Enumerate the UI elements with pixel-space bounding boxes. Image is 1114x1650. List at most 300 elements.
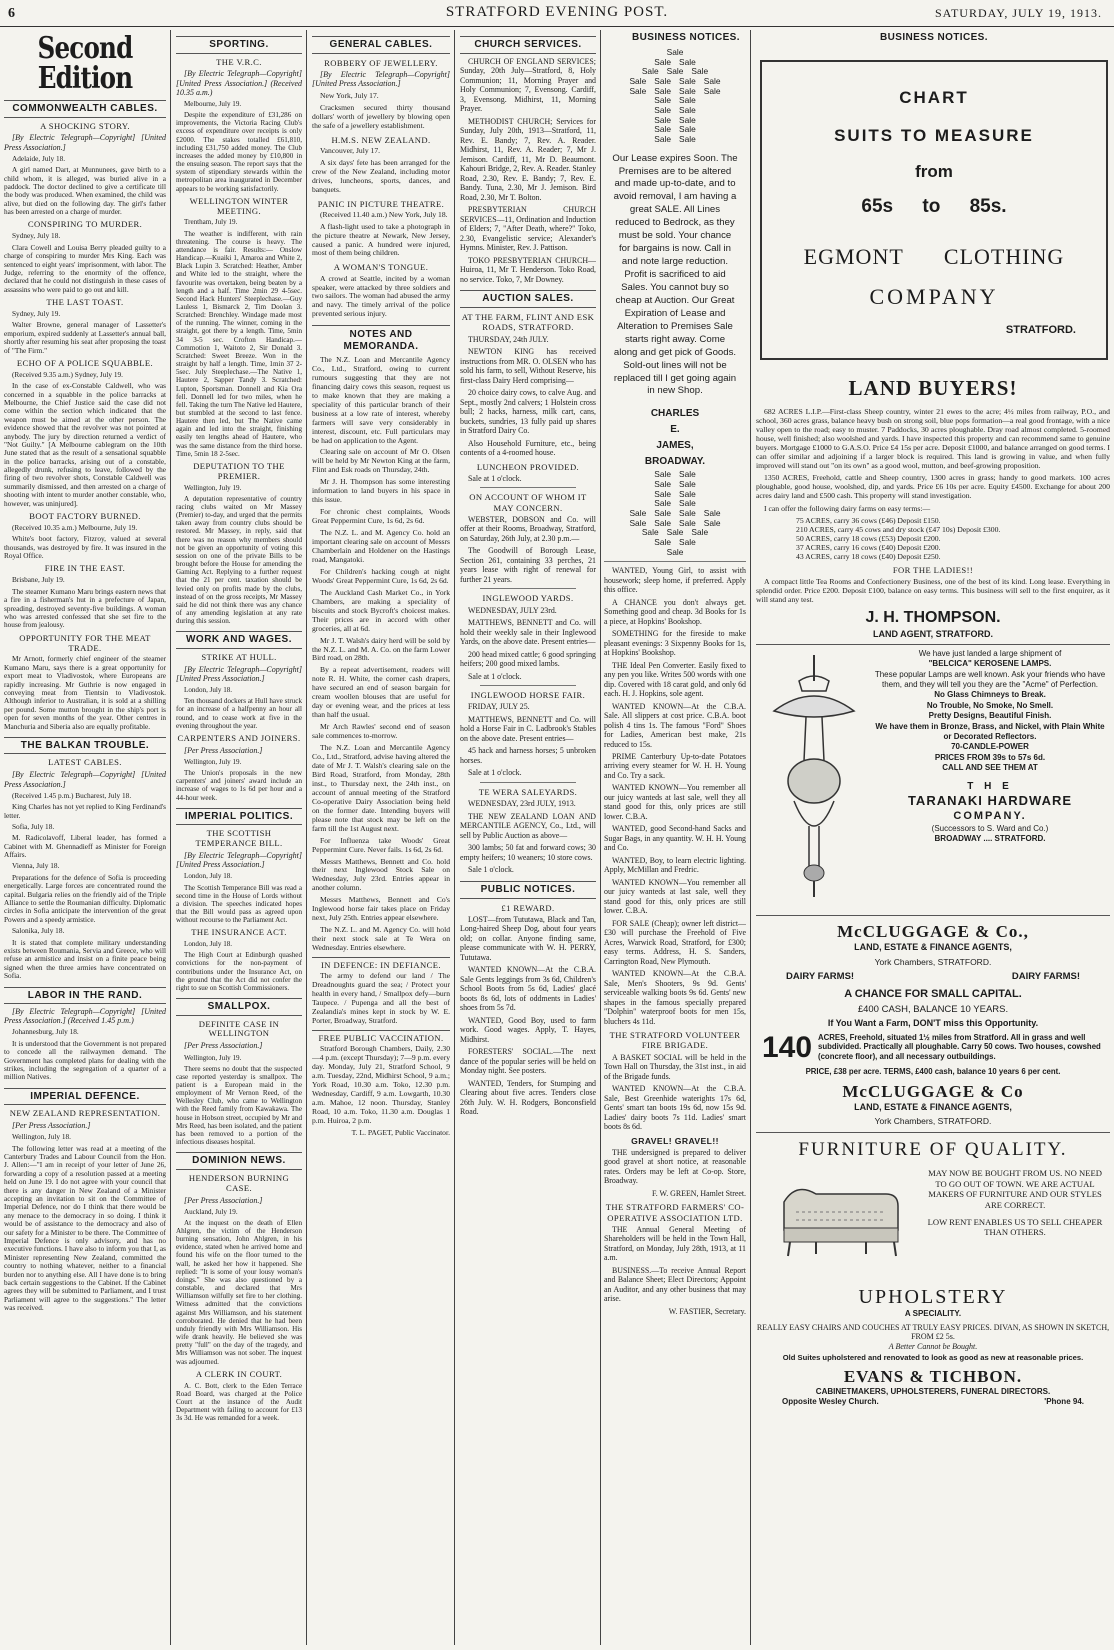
auction-text: The Goodwill of Borough Lease, Section 261, containing 33 perches, 21 years lease with right of renewal for further 21 years.: [460, 546, 596, 584]
chairs-text: REALLY EASY CHAIRS AND COUCHES AT TRULY EASY PRICES. DIVAN, AS SHOWN IN SKETCH, FROM £2 5s.: [756, 1322, 1110, 1342]
advertiser-name: CHARLES: [650, 408, 700, 420]
story-text: King Charles has not yet replied to King Ferdinand's letter.: [4, 802, 166, 820]
farm-item: 50 ACRES, carry 18 cows (£53) Deposit £200.: [796, 533, 941, 543]
dateline: Johannesburg, July 18.: [12, 1027, 79, 1037]
classified-text: WANTED KNOWN—At the C.B.A. Sale, Best Greenhide waterights 17s 6d, Gents' smart tan boots 19s 6d, now 15s 9d. Ladies' dairy boots 7s 11d. Ladies' smart boots 8s 6d.: [604, 1084, 746, 1132]
sale-row: [604, 528, 746, 538]
sale-word: Sale: [679, 469, 696, 480]
section-heading: SMALLPOX.: [176, 998, 302, 1016]
lamp-feature: We have them in Bronze, Brass, and Nickel, with Plain White or Decorated Reflectors.: [875, 721, 1105, 741]
farm-item: 43 ACRES, carry 18 cows (£40) Deposit £250.: [796, 551, 941, 561]
story-heading: THE INSURANCE ACT.: [191, 927, 287, 938]
column-sporting: [176, 30, 302, 1645]
auction-heading: INGLEWOOD YARDS.: [482, 593, 574, 604]
wire-credit: [By Electric Telegraph—Copyright] [United Press Association.]: [4, 133, 166, 152]
dateline: Wellington, July 19.: [184, 483, 242, 492]
note-text: Messrs Matthews, Bennett and Co's Inglewood horse fair takes place on Friday next, July 25th. Entries appear elsewhere.: [312, 895, 450, 923]
sale-word: Sale: [666, 48, 684, 57]
sale-word: Sale: [654, 488, 671, 499]
section-heading: LABOR IN THE RAND.: [4, 987, 166, 1005]
story-heading: DEPUTATION TO THE PREMIER.: [193, 460, 285, 481]
ad-headline: SUITS TO MEASURE: [834, 126, 1034, 145]
sale-word: Sale: [691, 66, 709, 77]
classified-text: A CHANCE you don't always get. Something good and cheap. 3d Books for 1s a piece, at Hopkins' Bookshop.: [604, 597, 746, 626]
dateline: (Received 10.35 a.m.) Melbourne, July 19.: [12, 522, 138, 532]
dairy-farms-banner: [756, 971, 1110, 982]
lamp-ad: [756, 645, 1110, 916]
column-rule: [600, 30, 601, 1645]
wire-credit: [By Electric Telegraph—Copyright] [United Press Association.]: [312, 69, 450, 89]
mccluggage-title: LAND, ESTATE & FINANCE AGENTS,: [854, 941, 1012, 952]
lamp-feature: No Trouble, No Smoke, No Smell.: [926, 700, 1054, 710]
notice-text: METHODIST CHURCH; Services for Sunday, July 20th, 1913—Stratford, 11, Rev. E. Bandy; 7, Rev. A. Reader. Midhirst, 11, Rev. A. Reader; 7, Mr J. Jemison. Cardiff, 11, Mr D. Beaumont. Kahouri Bridge, 2, Rev. A. Reader. Stanley Road, 2.30, Rev. E. Bandy; 7, Rev. E. Bandy. Tuna, 2.30, Mr J. Jemison. Bird Road, 2.30, Mr T. Bolton.: [460, 116, 596, 202]
sale-row: [604, 87, 746, 97]
story-heading: HENDERSON BURNING CASE.: [188, 1172, 290, 1193]
dateline: Wellington, July 19.: [184, 757, 242, 766]
farm-item: 210 ACRES, carry 45 cows and dry stock (£47 10s) Deposit £300.: [796, 524, 1001, 534]
story-heading: CONSPIRING TO MURDER.: [27, 219, 143, 230]
sale-word: Sale: [703, 508, 721, 518]
signature: F. W. GREEN, Hamlet Street.: [651, 1188, 746, 1198]
thompson-name: J. H. THOMPSON.: [865, 609, 1001, 627]
story-text: Walter Browne, general manager of Lassetter's emporium, expired suddenly at Lassetter's annual ball, shortly after resuming his seat after proposing the toast of "The Firm.": [4, 320, 166, 355]
ad-headline: CHART: [899, 88, 969, 107]
upholstery-heading: UPHOLSTERY: [858, 1285, 1008, 1308]
evans-tichbon-phone: 'Phone 94.: [1044, 1396, 1084, 1406]
sale-word: Sale: [629, 517, 647, 528]
auction-date: THURSDAY, 24th JULY.: [468, 334, 549, 344]
furniture-claim: MAY NOW BE BOUGHT FROM US. NO NEED TO GO OUT OF TOWN. WE ARE ACTUAL MAKERS OF FURNITURE AND OUR STYLES ARE CORRECT.: [928, 1167, 1102, 1210]
classified-text: WANTED, Young Girl, to assist with housework; sleep home, if preferred. Apply this office.: [604, 566, 746, 595]
dateline: Salonika, July 18.: [12, 926, 65, 936]
notice-heading: THE STRATFORD FARMERS' CO-OPERATIVE ASSOCIATION LTD.: [605, 1202, 745, 1223]
wire-credit: [By Electric Telegraph—Copyright] [United Press Association.] (Received 1.45 p.m.): [4, 1007, 166, 1026]
auction-date: WEDNESDAY, JULY 23rd.: [468, 605, 557, 615]
newspaper-title: STRATFORD EVENING POST.: [445, 4, 669, 20]
dateline: London, July 18.: [184, 872, 233, 881]
story-heading: THE V.R.C.: [216, 56, 262, 67]
classified-text: THE Ideal Pen Converter. Easily fixed to any pen you like. Writes 500 words with one dip. Covered with 18 carat gold, and only 6d each. H. J. Hopkins, sole agent.: [604, 660, 746, 699]
dairy-farms-left: DAIRY FARMS!: [786, 970, 855, 982]
furniture-ad: [756, 1168, 1110, 1286]
lamp-intro: We have just landed a large shipment of: [918, 648, 1062, 658]
dateline: Melbourne, July 19.: [184, 99, 242, 108]
story-heading: BOOT FACTORY BURNED.: [29, 511, 141, 522]
divider: [480, 588, 576, 589]
sale-row: [604, 67, 746, 77]
sale-word: Sale: [666, 546, 684, 557]
farm-item: 37 ACRES, carry 16 cows (£40) Deposit £200.: [796, 542, 941, 552]
section-heading: CHURCH SERVICES.: [460, 36, 596, 54]
sale-row: [604, 470, 746, 480]
mccluggage-address: York Chambers, STRATFORD.: [874, 956, 992, 967]
lamp-name: "BELCICA" KEROSENE LAMPS.: [928, 659, 1052, 669]
sale-word: Sale: [679, 479, 696, 490]
company-word: COMPANY: [869, 284, 999, 309]
sale-word: Sale: [691, 527, 709, 538]
dateline: London, July 18.: [184, 940, 233, 949]
wire-credit: [Per Press Association.]: [12, 1121, 91, 1131]
advertiser-address: BROADWAY.: [644, 456, 706, 468]
mccluggage-address: York Chambers, STRATFORD.: [756, 1116, 1110, 1133]
mccluggage-title: LAND, ESTATE & FINANCE AGENTS,: [854, 1101, 1012, 1112]
sale-row: [604, 490, 746, 500]
sale-word: Sale: [679, 75, 696, 86]
sale-word: Sale: [679, 56, 696, 67]
sale-row: [604, 509, 746, 519]
sale-word: Sale: [703, 517, 721, 528]
sale-time: Sale at 1 o'clock.: [468, 768, 522, 778]
sale-word: Sale: [703, 75, 721, 86]
auction-text: MATTHEWS, BENNETT and Co. will hold a Horse Fair in C. Ladbrook's Stables on the above date. Present entries—: [460, 714, 596, 743]
story-text: A crowd at Seattle, incited by a woman speaker, were attacked by three soldiers and two sailors. The woman had abused the army and navy. The timely arrival of the police prevented serious injury.: [312, 273, 450, 319]
story-heading: H.M.S. NEW ZEALAND.: [331, 134, 431, 145]
lamp-feature: Pretty Designs, Beautiful Finish.: [928, 711, 1052, 721]
note-text: For Influenza take Woods' Great Peppermint Cure. Never fails. 1s 6d, 2s 6d.: [312, 835, 450, 854]
furniture-rent: LOW RENT ENABLES US TO SELL CHEAPER THAN OTHERS.: [927, 1216, 1103, 1238]
auction-text: THE NEW ZEALAND LOAN AND MERCANTILE AGENCY, Co., Ltd., will sell by Public Auction as above—: [460, 811, 596, 840]
notice-text: WANTED KNOWN—At the C.B.A. Sale Gents leggings from 3s 6d, Children's School Boots from 5s 6d, Ladies' glacé boots 8s 6d, lots of oddments in Ladies' shoes from 5s 7d.: [460, 965, 596, 1013]
chance-heading: A CHANCE FOR SMALL CAPITAL.: [844, 987, 1022, 1000]
story-heading: WELLINGTON WINTER MEETING.: [189, 195, 289, 216]
taranaki-company: COMPANY.: [953, 810, 1027, 823]
story-heading: PANIC IN PICTURE THEATRE.: [317, 198, 445, 209]
notice-text: WANTED, Tenders, for Stumping and Clearing about five acres. Tenders close 26th July. W. H. Rodgers, Bonconsfield Road.: [460, 1078, 596, 1117]
notice-text: WANTED, Good Boy, used to farm work. Good wages. Apply, T. Hayes, Midhirst.: [460, 1015, 596, 1044]
masthead: [0, 0, 1114, 27]
land-listing: 682 ACRES L.I.P.—First-class Sheep country, winter 21 ewes to the acre; 4½ miles from railway, P.O., and school, 360 acres grass, balance heavy bush on strong soil, blue pops formation—a real good frontage, with a nice valley open to the road; easy to muster. 7 Paddocks, 30 acres ploughable. Dray road almost completed. 5-roomed house, well finished; also woolshed and yards. I have inspected this property and can recommend same to genuine buyers. Mortgage £1000 to G.A.S.O. Price £4 15s per acre. Deposit £1000, and balance arranged on good terms. I can offer similar and adjoining if a larger block is required. This land is growing in value, and when fully improved will stand out "on its own" as a good wool, mutton, and beef-growing proposition.: [756, 406, 1110, 471]
wire-credit: [Per Press Association.]: [184, 1041, 263, 1051]
story-text: At the inquest on the death of Ellen Ahlgren, the victim of the Henderson burning sensation, John Ahlgren, in his evidence, stated when he arrived home and found his wife on the floor turned to the wall, he asked her how it happened. She replied: "It is some of your lousy woman's doings." She was also questioned by a constable, and declared that Mrs Williamson wilfully set fire to her clothing. Witness admitted that the convictions against Mrs Williamson, and his statement corroborated. He denied that he had been unduly friendly with Mrs Williamson. His wife drank heavily. He believed she was pretty "full" on the day of the tragedy, and Mrs Williamson was not sober. The inquest was adjourned.: [176, 1218, 302, 1366]
note-text: Messrs Matthews, Bennett and Co. hold their next Inglewood Stock Sale on Wednesday, July 23rd. Entries appear in another column.: [312, 856, 450, 893]
note-text: The N.Z. L. and M. Agency Co. hold an important clearing sale on account of Messrs Chamberlain and Holdener on the Hastings road, Mangatoki.: [312, 528, 450, 564]
dairy-farms-right: DAIRY FARMS!: [1011, 970, 1080, 982]
sale-word: Sale: [654, 56, 671, 67]
dateline: Wellington, July 18.: [12, 1132, 72, 1142]
story-text: In the case of ex-Constable Caldwell, who was concerned in a squabble in the police barracks at Melbourne, the Chief Justice said the case did not come within the section which indicated that the weapon must be aimed at the other person. The evidence showed that the revolver was not pointed at anybody. The jury by direction returned a verdict of "Not Guilty." [A Melbourne cablegram on the 10th June stated that as the result of a sensational squabble in the police barracks, arising out of a constable, allegedly drunk, refusing to leave, followed by the firing of two revolver shots, Constable Caldwell was summarily dismissed, and then arrested on a charge of shooting with intent to murder another constable, who, however, was uninjured].: [4, 381, 166, 508]
column-rule: [750, 30, 751, 1645]
acre-count: 140: [761, 1030, 813, 1064]
dateline: Brisbane, July 19.: [12, 575, 65, 585]
sale-row: [604, 548, 746, 558]
section-heading: THE BALKAN TROUBLE.: [4, 737, 166, 755]
ladies-text: A compact little Tea Rooms and Confectionery Business, one of the best of its kind. Long lease. Everything in splendid order. Price £200. Deposit £100, balance on easy terms. This business will sell to the first enquirer, as it will stand any test.: [756, 577, 1110, 605]
note-text: The N.Z. Loan and Mercantile Agency Co., Ltd., Stratford, owing to current rumours suggesting that they are not financing dairy cows this season, request us to make known that they are making a speciality of this particular branch of their business at a low rate of interest, whereby farmers will save very considerably in interest, discount, etc. Full particulars may be had on application to the Agent.: [312, 354, 450, 445]
notice-text: TOKO PRESBYTERIAN CHURCH—Huiroa, 11, Mr T. Henderson. Toko Road, no service. Toko, 7, Mr Downey.: [460, 255, 596, 284]
sale-word: Sale: [679, 124, 696, 135]
auction-text: Also Household Furniture, etc., being contents of a 4-roomed house.: [460, 438, 596, 458]
story-heading: NEW ZEALAND REPRESENTATION.: [9, 1108, 161, 1119]
divider: [480, 782, 576, 783]
story-text: White's boot factory, Fitzroy, valued at several thousands, was destroyed by fire. It was insured in the Royal Office.: [4, 534, 166, 561]
taranaki-successors: (Successors to S. Ward and Co.): [931, 823, 1049, 833]
section-heading: NOTES AND MEMORANDA.: [312, 325, 450, 353]
story-text: Despite the expenditure of £31,286 on improvements, the Victoria Racing Club's excess of expenditure over receipts is only £2000. The stakes totalled £61,810, including £31,750 added money. The Club increases the added money by £10,800 in the ensuing season. The report says that the system of stipendiary stewards within the metropolitan area inaugurated in December appears to be working satisfactorily.: [176, 111, 302, 193]
dateline: Vancouver, July 17.: [320, 145, 381, 155]
story-text: The Union's proposals in the new carpenters' and joiners' award include an increase of wages to 1s 6d per hour and a 44-hour week.: [176, 769, 302, 802]
story-heading: LATEST CABLES.: [48, 757, 122, 768]
note-text: The N.Z. Loan and Mercantile Agency Co., Ltd., Stratford, advise having altered the date of Mr J. T. Walsh's clearing sale on the Bird Road, Stratford, from Monday, 28th inst., to Thursday next, the 24th inst., on account of annual meeting of the Stratford Co-operative Dairy Association being held on the former date. Intending buyers will please note that stock may be left on the farm till the 1st August next.: [312, 743, 450, 833]
wire-credit: [By Electric Telegraph—Copyright] [United Press Association.]: [176, 850, 302, 870]
classified-text: FOR SALE (Cheap); owner left district—£30 will purchase the Freehold of Five Acres, Warwick Road, Stratford, for £300; easy terms. Address, H. S. Sanders, Carrington Road, New Plymouth.: [604, 918, 746, 966]
notice-text: FORESTERS' SOCIAL.—The next dance of the popular series will be held on Monday night. See posters.: [460, 1047, 596, 1076]
dateline: (Received 1.45 p.m.) Bucharest, July 18.: [12, 790, 132, 800]
second-edition-heading: Second Edition: [37, 31, 133, 96]
column-rule: [306, 30, 307, 1645]
furniture-text: [924, 1168, 1106, 1238]
note-text: Mr Arch Rawles' second end of season sale commences to-morrow.: [312, 722, 450, 741]
story-text: Cracksmen secured thirty thousand dollars' worth of jewellery by blowing open the safe of a jewellery establishment.: [312, 102, 450, 130]
sale-word: Sale: [654, 95, 671, 106]
signature: T. L. PAGET, Public Vaccinator.: [351, 1127, 450, 1137]
advertiser-name: E.: [670, 424, 680, 436]
story-heading: ROBBERY OF JEWELLERY.: [324, 57, 438, 68]
note-text: The N.Z. L. and M. Agency Co. will hold their next stock sale at Te Wera on Wednesday. Entries elsewhere.: [312, 925, 450, 953]
notice-text: PRESBYTERIAN CHURCH SERVICES—11, Ordination and Induction of Elders; 7, "After Death, where?" Toko, 2.30, Evangelistic service; Alexander's Hymns. Minister, Rev. J. Pattison.: [460, 205, 596, 253]
advertiser-name: JAMES,: [656, 440, 694, 452]
land-listing: 1350 ACRES, Freehold, cattle and Sheep country, 1300 acres in grass; handy to good markets. 100 acres ploughable, good house, woolshed, dip, and yards. Price £6 10s per acre. Equity £4500. Exchange for about 200 acres dairy land and £500 cash. This property will stand investigation.: [756, 473, 1110, 501]
taranaki-address: BROADWAY .... STRATFORD.: [934, 834, 1046, 844]
note-text: The Auckland Cash Market Co., in York Chambers, are making a speciality of biscuits and stock Bycroft's choicest makes. Their prices are in accord with other groceries, all at 6d.: [312, 587, 450, 633]
column-general-cables: [312, 30, 450, 1645]
divider: [604, 561, 746, 562]
sale-word: Sale: [654, 114, 671, 125]
classified-text: WANTED KNOWN—You remember all our juicy wanteds at last sale, well they stand good for this, only prices are still lower. C.B.A.: [604, 877, 746, 916]
sale-time: Sale at 1 o'clock.: [468, 671, 522, 681]
price-to: to: [922, 196, 941, 217]
sale-ad-signature: [604, 406, 746, 470]
note-text: By a repeat advertisement, readers will note R. H. White, the corner cash drapers, have secured an end of season bargain for cream woollen blouses that are useful for day or evening wear, and the prices at less than half the usual.: [312, 665, 450, 720]
dateline: London, July 18.: [184, 686, 233, 695]
sale-word: Sale: [679, 498, 696, 509]
furniture-heading: FURNITURE OF QUALITY.: [798, 1139, 1068, 1161]
auction-list: 45 hack and harness horses; 5 unbroken horses.: [460, 746, 596, 765]
upholstery-speciality: A SPECIALITY.: [904, 1309, 962, 1319]
lamp-description: These popular Lamps are well known. Ask your friends who have them, and they will tell you they are the "Acme" of Perfection.: [874, 669, 1106, 690]
story-heading: ECHO OF A POLICE SQUABBLE.: [16, 357, 154, 368]
story-heading: DEFINITE CASE IN WELLINGTON: [198, 1018, 280, 1039]
note-text: Mr J. T. Walsh's dairy herd will be sold by the N.Z. L. and M. A. Co. on the farm Lower Bird road, on 28th.: [312, 635, 450, 663]
classified-text: WANTED, Boy, to learn electric lighting. Apply, McMillan and Fredric.: [604, 855, 746, 875]
divider: [480, 487, 576, 488]
story-text: The High Court at Edinburgh quashed convictions for the non-payment of contributions under the Insurance Act, on the ground that the Act did not confer the right to sue on Scottish Commissioners.: [176, 951, 302, 992]
sale-word: Sale: [629, 508, 647, 518]
opportunity-line: If You Want a Farm, DON'T miss this Opportunity.: [827, 1017, 1039, 1028]
story-text: The steamer Kumano Maru brings eastern news that a fire in a fisherman's hut in a prefecture of Japan, spreading, destroyed seventy-five buildings. A woman who was arrested confessed that she set fire to the house from jealousy.: [4, 586, 166, 630]
price-low: 65s: [861, 196, 894, 217]
section-heading: IMPERIAL POLITICS.: [176, 808, 302, 826]
sale-word: Sale: [679, 114, 696, 125]
price-range: [762, 196, 1106, 218]
better-text: A Better Cannot be Bought.: [888, 1341, 978, 1351]
column-land-agents: [756, 370, 1110, 1645]
wire-credit: [Per Press Association.]: [184, 1195, 263, 1205]
sale-word: Sale: [629, 75, 647, 86]
divider: [480, 685, 576, 686]
sale-word: Sale: [679, 104, 696, 115]
renovation-text: Old Suites upholstered and renovated to look as good as new at reasonable prices.: [782, 1353, 1084, 1363]
notice-heading: THE STRATFORD VOLUNTEER FIRE BRIGADE.: [609, 1030, 741, 1051]
classified-text: THE undersigned is prepared to deliver good gravel at short notice, at reasonable rates. Orders may be left at Co-op. Store, Broadway.: [604, 1147, 746, 1186]
story-heading: OPPORTUNITY FOR THE MEAT TRADE.: [19, 632, 151, 653]
auction-list: 200 head mixed cattle; 6 good springing heifers; 200 good mixed lambs.: [460, 649, 596, 669]
sale-word: Sale: [679, 85, 696, 96]
auction-text: NEWTON KING has received instructions from MR. O. OLSEN who has sold his farm, to sell, Without Reserve, his first-class Dairy Herd comprising—: [460, 347, 596, 385]
sale-word: Sale: [666, 527, 684, 538]
lamp-feature: No Glass Chimneys to Break.: [934, 690, 1046, 700]
lamp-features: [874, 690, 1106, 742]
note-text: Mr J. H. Thompson has some interesting information to land buyers in his space in this issue.: [312, 477, 450, 505]
auction-list: 300 lambs; 50 fat and forward cows; 30 empty heifers; 10 weaners; 10 store cows.: [460, 843, 596, 862]
sale-time: Sale at 1 o'clock.: [468, 473, 522, 483]
sale-word: Sale: [629, 85, 647, 96]
story-text: The Scottish Temperance Bill was read a second time in the House of Lords without a division. The speeches indicated hopes that the Bill would pass as agreed upon without recourse to the Parliament Act.: [176, 883, 302, 925]
column-business-notices: [604, 48, 746, 1645]
story-heading: FIRE IN THE EAST.: [44, 563, 126, 574]
sale-time: Sale 1 o'clock.: [468, 865, 514, 875]
lamp-ad-text: [874, 649, 1106, 845]
sale-word: Sale: [666, 66, 684, 77]
mccluggage-name: McCLUGGAGE & Co: [842, 1081, 1024, 1101]
dateline: Adelaide, July 18.: [12, 153, 66, 163]
sale-word: Sale: [679, 536, 696, 547]
evans-tichbon-name: EVANS & TICHBON.: [843, 1367, 1023, 1387]
business-notices-heading: BUSINESS NOTICES.: [632, 32, 740, 43]
dateline: (Received 9.35 a.m.) Sydney, July 19.: [12, 369, 123, 379]
sale-word: Sale: [654, 517, 671, 528]
land-listing: I can offer the following dairy farms on easy terms:—: [764, 503, 931, 513]
section-heading: AUCTION SALES.: [460, 290, 596, 308]
company-name: [762, 244, 1106, 270]
sale-row: [604, 96, 746, 106]
story-text: A deputation representative of country racing clubs waited on Mr Massey (Premier) to-day, and urged that the permits taken away from country clubs should be restored. Mr Massey, in reply, said that there was no reason why members should not be given an opportunity of voting this session on one of the private Bills to be brought before the House for amending the Gaming Act. Replying to a further request that the 21 per cent. taxation should be levied only on profits made by the clubs, instead of on the gross receipts, Mr Massey said he did not think there was any chance of any amending legislation at any rate during this session.: [176, 494, 302, 626]
notice-heading: GRAVEL! GRAVEL!!: [631, 1135, 719, 1146]
ad-text: from: [915, 162, 953, 181]
sale-row: [604, 106, 746, 116]
ladies-heading: FOR THE LADIES!!: [892, 565, 974, 576]
lamp-call: CALL AND SEE THEM AT: [942, 763, 1038, 773]
sale-word: Sale: [641, 527, 659, 538]
sale-ad-text: Our Lease expires Soon. The Premises are to be altered and made up-to-date, and to avoid removal, I am having a great SALE. All Lines reduced to Bedrock, as they must be sold. Your chance for bargains is now. Call in and note large reduction. Profit is sacrificed to aid Sales. You cannot buy so cheap at Auction. Our Great Expiration of Lease and Alteration to Premises Sale starts right away. Come along and get pick of Goods. Sold-out lines will not be replaced till I get going again in new Shop.: [612, 152, 738, 397]
sale-row: [604, 135, 746, 145]
farm-description: ACRES, Freehold, situated 1½ miles from Stratford. All in grass and well subdivided. Practically all ploughable. Carry 50 cows. Two houses, cowshed (concrete floor), and all necessary outbuildings.: [818, 1032, 1101, 1061]
sale-word: Sale: [654, 124, 671, 135]
story-text: Mr Arnott, formerly chief engineer of the steamer Kumano Maru, says there is a great opportunity for export meat to Vladivostok, where Europeans are rapidly increasing. Mr Guthrie is now engaged in conveying meat from Tientsin to Vladivostok. Although inferior to Australian, it is sold at a shilling per pound. Some mutton brought in the ship's port is open for seven months of the year. Other centres in Manchuria and Siberia also are equally profitable.: [4, 654, 166, 731]
dairy-farm-list: [756, 516, 1110, 561]
story-heading: FREE PUBLIC VACCINATION.: [312, 1030, 450, 1043]
sale-word: Sale: [654, 498, 671, 509]
sale-ad-top: [604, 48, 746, 145]
section-heading: PUBLIC NOTICES.: [460, 881, 596, 899]
sale-word: Sale: [679, 488, 696, 499]
notice-text: CHURCH OF ENGLAND SERVICES; Sunday, 20th July—Stratford, 8, Holy Communion; 11, Morning Prayer and Holy Communion; 7, Evensong. Cardiff, 3, Evensong. Midhirst, 11, Morning Prayer.: [460, 57, 596, 114]
auction-heading: LUNCHEON PROVIDED.: [476, 461, 580, 472]
sale-word: Sale: [654, 479, 671, 490]
farm-item: 75 ACRES, carry 36 cows (£46) Deposit £150.: [796, 515, 941, 525]
cash-terms: £400 CASH, BALANCE 10 YEARS.: [857, 1003, 1009, 1015]
story-text: Preparations for the defence of Sofia is proceeding energetically. Large forces are concentrated round the capital. Bulgaria relies on the friendly aid of the Triple Alliance to settle the Roumanian difficulty. Diplomatic circles in Sofia anticipate the intervention of the great Powers and a speedy armistice.: [4, 872, 166, 924]
column-church-services: [460, 30, 596, 1645]
evans-tichbon-location: Opposite Wesley Church.: [782, 1396, 879, 1406]
sale-word: Sale: [679, 95, 696, 106]
sale-row: [604, 77, 746, 87]
sale-word: Sale: [679, 133, 696, 144]
business-notices-heading-right: BUSINESS NOTICES.: [880, 32, 988, 43]
wire-credit: [By Electric Telegraph—Copyright] [United Press Association.] (Received 10.35 a.m.): [176, 69, 302, 97]
sale-word: Sale: [654, 469, 671, 480]
story-text: It is understood that the Government is not prepared to concede all the railwaymen demand. The Government has completed plans for dealing with the strikes, including the segregation of a quarter of a million Natives.: [4, 1038, 166, 1082]
auction-heading: INGLEWOOD HORSE FAIR.: [470, 690, 586, 701]
lamp-price: PRICES FROM 39s to 57s 6d.: [934, 752, 1046, 762]
sale-word: Sale: [654, 85, 671, 96]
taranaki-the: T H E: [967, 780, 1013, 792]
section-heading: SPORTING.: [176, 36, 302, 54]
auction-text: WEBSTER, DOBSON and Co. will offer at their Rooms, Broadway, Stratford, on Saturday, 26th July, at 2.30 p.m.—: [460, 515, 596, 543]
story-heading: A SHOCKING STORY.: [40, 120, 130, 131]
story-heading: THE SCOTTISH TEMPERANCE BILL.: [195, 828, 283, 849]
story-text: Ten thousand dockers at Hull have struck for an increase of a halfpenny an hour all round, and to cease work at five in the evening throughout the year.: [176, 697, 302, 730]
dateline: Sydney, July 18.: [12, 231, 61, 241]
thompson-title: LAND AGENT, STRATFORD.: [756, 629, 1110, 645]
vaccination-schedule: Stratford Borough Chambers, Daily, 2.30—4 p.m. (except Thursday); 7—9 p.m. every day. Monday, July 21, Stratford School, 9 a.m. Tuesday, 22nd, Midhirst School, 9 a.m.; York Road, 10.30 a.m. Toko, 12.30 p.m. Wednesday, Cardiff, 9 a.m. Lowgarth, 10.30 a.m. Mahoe, 12 noon. Thursday, Stanley Road, 10 a.m. Toko, 11.30 a.m. Douglas 1 p.m. Huiroa, 2 p.m.: [312, 1044, 450, 1125]
sale-word: Sale: [654, 75, 671, 86]
auction-heading: ON ACCOUNT OF WHOM IT MAY CONCERN.: [469, 492, 587, 513]
dateline: New York, July 17.: [320, 90, 379, 100]
story-heading: A WOMAN'S TONGUE.: [333, 262, 429, 273]
story-text: There seems no doubt that the suspected case reported yesterday is smallpox. The patient is a European maid in the employment of Mr Vernon Reed, of the Wellesley Club, who came to Wellington with the Reed family from Kawakawa. The house in Hobson street, occupied by Mr and Mrs Reed, has been isolated, and the patient has been removed to a portion of the infectious diseases hospital.: [176, 1064, 302, 1147]
page-number: 6: [8, 6, 15, 21]
column-rule: [454, 30, 455, 1645]
section-heading: COMMONWEALTH CABLES.: [4, 100, 166, 118]
story-heading: IN DEFENCE: IN DEFIANCE.: [312, 957, 450, 970]
farm-offer: [756, 1030, 1110, 1064]
section-heading: WORK AND WAGES.: [176, 631, 302, 649]
sale-row: [604, 116, 746, 126]
sale-word: Sale: [641, 66, 659, 77]
auction-date: WEDNESDAY, 23rd JULY, 1913.: [468, 799, 576, 809]
column-rule: [170, 30, 171, 1645]
mccluggage-name: McCLUGGAGE & Co.,: [837, 921, 1029, 941]
farm-price: PRICE, £38 per acre. TERMS, £400 cash, balance 10 years 6 per cent.: [805, 1066, 1061, 1076]
classified-text: WANTED KNOWN—At the C.B.A. Sale. All slippers at cost price. C.B.A. boot polish 4 tins 1s. The famous "Ford" Shoes for Ladies, American best make, 21s reduced to 15s.: [604, 701, 746, 749]
wire-credit: [By Electric Telegraph—Copyright] [United Press Association.]: [4, 770, 166, 789]
classified-text: WANTED KNOWN—At the C.B.A. Sale, Men's Shooters, 9s 9d. Gents' serviceable walking boots 9s 6d. Gents' new shapes in the famous specially prepared "Dolphin" waterproof boots for men 15s, bluchers 4s 11d.: [604, 969, 746, 1026]
divan-couch-icon: [776, 1172, 906, 1262]
wire-credit: [Per Press Association.]: [184, 745, 263, 755]
land-buyers-heading: LAND BUYERS!: [848, 376, 1018, 400]
sale-word: Sale: [654, 133, 671, 144]
notice-text: LOST—from Tututawa, Black and Tan, Long-haired Sheep Dog, about four years old; on collar. Anyone finding same, please communicate with W. H. PERRY, Tututawa.: [460, 914, 596, 962]
auction-heading: AT THE FARM, FLINT AND ESK ROADS, STRATFORD.: [461, 312, 595, 333]
note-text: For Children's hacking cough at night Woods' Great Peppermint Cure, 1s 6d, 2s 6d.: [312, 566, 450, 585]
classified-text: BUSINESS.—To receive Annual Report and Balance Sheet; Elect Directors; Appoint an Auditor, and any other business that may arise.: [604, 1265, 746, 1304]
sale-word: Sale: [654, 508, 671, 518]
classified-text: THE Annual General Meeting of Shareholders will be held in the Town Hall, Stratford, on Monday, July 28th, 1913, at 11 a.m.: [604, 1224, 746, 1263]
story-text: A flash-light used to take a photograph in the picture theatre at Newark, New Jersey, caused a panic. A hundred were injured, most of them being children.: [312, 221, 450, 258]
classified-text: WANTED KNOWN—You remember all our juicy wanteds at last sale, well they all stand good for this, only prices are still lower. C.B.A.: [604, 783, 746, 821]
evans-tichbon-trades: CABINETMAKERS, UPHOLSTERERS, FUNERAL DIRECTORS.: [815, 1387, 1051, 1397]
story-heading: STRIKE AT HULL.: [201, 651, 277, 662]
company-word: EGMONT: [803, 244, 904, 269]
column-commonwealth-cables: [4, 30, 166, 1645]
issue-date: SATURDAY, JULY 19, 1913.: [934, 6, 1102, 20]
auction-date: FRIDAY, JULY 25.: [468, 702, 530, 712]
taranaki-hardware-name: TARANAKI HARDWARE: [907, 792, 1073, 808]
signature: W. FASTIER, Secretary.: [668, 1306, 746, 1316]
classified-text: PRIME Canterbury Up-to-date Potatoes arriving every steamer for W. H. H. Young and Co. Try a sack.: [604, 752, 746, 780]
section-heading: IMPERIAL DEFENCE.: [4, 1088, 166, 1106]
sale-word: Sale: [703, 85, 721, 96]
